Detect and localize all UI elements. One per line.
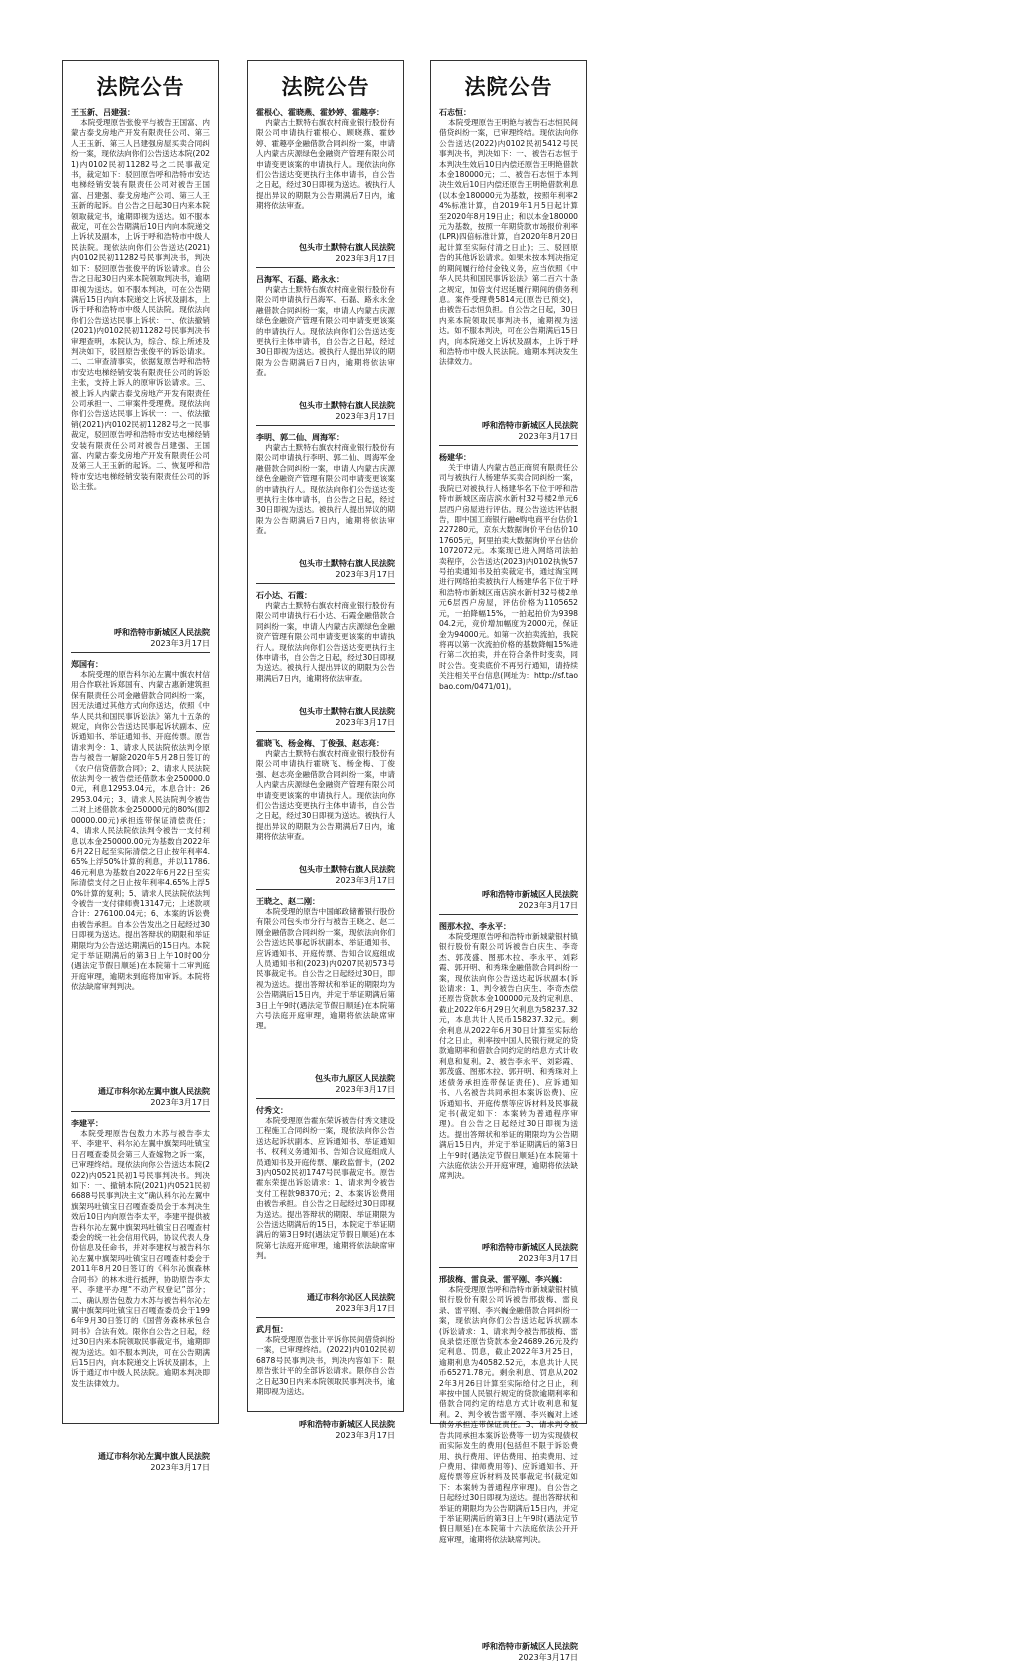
- court-notice: [71, 1118, 210, 1476]
- court-notice: [71, 107, 210, 653]
- notice-date: 2023年3月17日: [256, 1304, 395, 1319]
- court-notice: [256, 896, 395, 1099]
- notice-date: 2023年3月17日: [256, 1431, 395, 1445]
- notice-addressee: 霍根心、霍晓燕、霍妙婷、霍趣亭：: [256, 107, 395, 118]
- notice-body: 本院受理原告霍东荣诉被告付秀文建设工程施工合同纠纷一案，现依法向你公告送达起诉状副本、应诉通知书、举证通知书、权利义务通知书、告知合议庭组成人员通知书及开庭传票、廉政监督卡，(2023)内0502民初1747号民事裁定书。原告霍东荣提出诉讼请求：1、请求判令被告支付工程款98370元；2、本案诉讼费用由被告承担。自公告之日起经过30日即视为送达。提出答辩状的期限、举证期限为公告送达期满后的15日，本院定于举证期满后的第3日9时(遇法定节假日顺延)在本院第七法庭开庭审理，逾期将依法缺席审判。: [256, 1116, 395, 1292]
- notice-court: 包头市土默特右旗人民法院: [256, 707, 395, 718]
- court-notice: [256, 107, 395, 268]
- court-notice: [256, 432, 395, 584]
- notice-addressee: 霍晓飞、杨金梅、丁俊强、赵志亮：: [256, 738, 395, 749]
- notice-column-2: [247, 60, 404, 1412]
- court-notice: [256, 274, 395, 426]
- notice-court: 呼和浩特市新城区人民法院: [71, 628, 210, 639]
- court-notice: [256, 590, 395, 732]
- court-notice: [439, 1274, 578, 1666]
- notice-body: 本院受理原告张计平诉你民间借贷纠纷一案，已审理终结。(2022)内0102民初6878号民事判决书，判决内容如下：限原告张计平的全部诉讼请求。限你自公告之日起30日内来本院领取民事判决书，逾期即视为送达。: [256, 1335, 395, 1419]
- court-notice: [256, 1324, 395, 1444]
- notice-court: 呼和浩特市新城区人民法院: [439, 890, 578, 901]
- notice-column-3: [430, 60, 587, 1424]
- column-title: 法院公告: [71, 65, 210, 107]
- notice-addressee: 王晓之、赵二刚：: [256, 896, 395, 907]
- notice-court: 呼和浩特市新城区人民法院: [439, 1642, 578, 1653]
- notice-body: 本院受理原告张俊平与被告王国富、内蒙古泰戈房地产开发有限责任公司、第三人王玉新、第三人吕建强房屋买卖合同纠纷一案，现依法向你们公告送达本院(2021)内0102民初11282号之二民事裁定书，裁定如下：驳回原告呼和浩特市安达电梯经销安装有限责任公司对被告王国富、吕建强、泰戈房地产公司、第三人王玉新的起诉。自公告之日起30日内来本院领取裁定书，逾期即视为送达。如不服本裁定，可在公告期满后10日内向本院递交上诉状及副本，上诉于呼和浩特市中级人民法院。现依法向你们公告送达(2021)内0102民初11282号民事判决书，判决如下：驳回原告张俊平的诉讼请求。自公告之日起30日内来本院领取判决书，逾期即视为送达。如不服本判决，可在公告期满后15日内向本院递交上诉状及副本，上诉于呼和浩特市中级人民法院。现依法向你们公告送达民事上诉状：一、依法撤销(2021)内0102民初11282号民事判决书审理查明，本院认为，综合、综上所述及判决如下，驳回原告张俊平的诉讼请求。二、二审查清事实，依据复原告呼和浩特市安达电梯经销安装有限责任公司的诉讼主张，支持上诉人的原审诉讼请求。三、被上诉人内蒙古泰戈房地产开发有限责任公司承担一、二审案件受理费。现依法向你们公告送达民事上诉状一：一、依法撤销(2021)内0102民初11282号之一民事裁定，驳回原告呼和浩特市安达电梯经销安装有限责任公司对被告吕建强、王国富、内蒙古泰戈房地产开发有限责任公司及第三人王玉新的起诉。二、恢复呼和浩特市安达电梯经销安装有限责任公司的诉讼主张。: [71, 118, 210, 627]
- notice-addressee: 郑国有：: [71, 659, 210, 670]
- notice-addressee: 石小达、石霞：: [256, 590, 395, 601]
- notice-addressee: 吕海军、石磊、路永永：: [256, 274, 395, 285]
- notice-court: 通辽市科尔沁左翼中旗人民法院: [71, 1452, 210, 1463]
- notice-column-1: [62, 60, 219, 1424]
- notice-date: 2023年3月17日: [256, 570, 395, 585]
- notice-date: 2023年3月17日: [256, 876, 395, 891]
- notice-date: 2023年3月17日: [439, 1254, 578, 1269]
- notice-court: 包头市土默特右旗人民法院: [256, 243, 395, 254]
- notice-body: 本院受理原告呼和浩特市新城蒙银村镇银行股份有限公司诉被告白庆生、李奇杰、郭茂盛、图那木拉、李永平、刘彩霞、郭开明、和秀珠金融借款合同纠纷一案，现依法向你公告送达起诉状副本(诉讼请求：1、判令被告白庆生、李奇杰偿还原告贷款本金100000元及约定利息、截止2022年6月29日欠利息为58237.32元，本息共计人民币158237.32元。剩余利息从2022年6月30日计算至实际给付之日止，利率按中国人民银行规定的贷款逾期率和借款合同约定的结息方式计收利息和复利。2、被告李永平、刘彩霞、郭茂盛、图那木拉、郭开明、和秀珠对上述债务承担连带保证责任)、应诉通知书、八名被告共同承担本案诉讼费)、应诉通知书、开庭传票等应诉材料及民事裁定书(裁定如下：本案转为普通程序审理)。自公告之日起经过30日即视为送达。提出答辩状和举证的期限均为公告期满后15日内，并定于举证期满后的第3日上午9时(遇法定节假日顺延)在本院第十六法庭依法公开开庭审理，逾期将依法缺席判决。: [439, 932, 578, 1242]
- court-notice: [439, 107, 578, 446]
- notice-addressee: 李明、郭二仙、周海军：: [256, 432, 395, 443]
- notice-court: 包头市土默特右旗人民法院: [256, 865, 395, 876]
- notice-court: 包头市九原区人民法院: [256, 1074, 395, 1085]
- notice-body: 内蒙古土默特右旗农村商业银行股份有限公司申请执行李明、郭二仙、周海军金融借款合同纠纷一案，申请人内蒙古庆源绿色金融资产管理有限公司申请变更该案的申请执行人。现依法向你们公告送达变更执行主体申请书，自公告之日起，经过30日即视为送达。被执行人提出异议的期限为公告期满后7日内，逾期将依法审查。: [256, 443, 395, 558]
- notice-addressee: 王玉新、吕建强：: [71, 107, 210, 118]
- notice-body: 内蒙古土默特右旗农村商业银行股份有限公司申请执行吕海军、石磊、路永永金融借款合同纠纷一案，申请人内蒙古庆源绿色金融资产管理有限公司申请变更该案的申请执行人。现依法向你们公告送达变更执行主体申请书，自公告之日起，经过30日即视为送达。被执行人提出异议的期限为公告期满后7日内，逾期将依法审查。: [256, 285, 395, 400]
- notice-body: 内蒙古土默特右旗农村商业银行股份有限公司申请执行石小达、石霞金融借款合同纠纷一案，申请人内蒙古庆源绿色金融资产管理有限公司申请变更该案的申请执行人。现依法向你们公告送达变更执行主体申请书，自公告之日起，经过30日即视为送达。被执行人提出异议的期限为公告期满后7日内，逾期将依法审查。: [256, 601, 395, 706]
- notice-body: 本院受理的原告科尔沁左翼中旗农村信用合作联社诉郑国有、内蒙古惠新建筑担保有限责任公司金融借款合同纠纷一案，因无法通过其他方式向你送达，依照《中华人民共和国民事诉讼法》第九十五条的规定，向你公告送达民事起诉状副本、应诉通知书、举证通知书、开庭传票。原告请求判令：1、请求人民法院依法判令原告与被告一解除2020年5月28日签订的《农户信贷借款合同》；2、请求人民法院依法判令一被告偿还借款本金250000.00元，利息12953.04元，本息合计：262953.04元；3、请求人民法院判令被告二对上述借款本金250000元的80%(即200000.00元)承担连带保证清偿责任；4、请求人民法院依法判令被告一支付利息以本金250000.00元为基数自2022年6月22日起至实际清偿之日止按年利率4.65%上浮50%计算的利息，并以11786.46元利息为基数自2022年6月22日至实际清偿支付之日止按年利率4.65%上浮50%计算的复利；5、请求人民法院依法判令被告一支付律师费13147元；上述款项合计：276100.04元；6、本案的诉讼费由被告承担。自本公告发出之日起经过30日即视为送达。提出答辩状的期限和举证期限均为公告送达期满后的15日内。本院定于举证期满后的第3日上午10时00分(遇法定节假日顺延)在本院第十二审判庭开庭审理，逾期未到庭将加审诉。本院将依法缺席审判判决。: [71, 670, 210, 1086]
- notice-addressee: 邢拔梅、雷良录、雷平刚、李兴巍：: [439, 1274, 578, 1285]
- notice-date: 2023年3月17日: [439, 1653, 578, 1666]
- notice-addressee: 付秀文：: [256, 1105, 395, 1116]
- court-notice: [71, 659, 210, 1112]
- notice-court: 包头市土默特右旗人民法院: [256, 401, 395, 412]
- court-notice: [256, 1105, 395, 1318]
- notice-body: 本院受理原告王明艳与被告石志恒民间借贷纠纷一案，已审理终结。现依法向你公告送达(2022)内0102民初5412号民事判决书，判决如下：一、被告石志恒于本判决生效后10日内偿还原告王明艳借款本金180000元；二、被告石志恒于本判决生效后10日内偿还原告王明艳借款利息(以本金180000元为基数，按照年利率24%标准计算，自2019年1月5日起计算至2020年8月19日止；和以本金180000元为基数，按照一年期贷款市场报价利率(LPR)四倍标准计算，自2020年8月20日起计算至实际付清之日止)；三、驳回原告的其他诉讼请求。如果未按本判决指定的期间履行给付金钱义务，应当依照《中华人民共和国民事诉讼法》第二百六十条之规定，加倍支付迟延履行期间的债务利息。案件受理费5814元(原告已预交)，由被告石志恒负担。自公告之日起，30日内来本院领取民事判决书，逾期视为送达。如不服本判决，可在公告期满后15日内，向本院递交上诉状及副本，上诉于呼和浩特市中级人民法院。逾期本判决发生法律效力。: [439, 118, 578, 420]
- column-title: 法院公告: [256, 65, 395, 107]
- notice-date: 2023年3月17日: [71, 1098, 210, 1113]
- notice-addressee: 图那木拉、李永平：: [439, 921, 578, 932]
- notice-body: 内蒙古土默特右旗农村商业银行股份有限公司申请执行霍根心、顾晓燕、霍妙婷、霍趣亭金融借款合同纠纷一案，申请人内蒙古庆源绿色金融资产管理有限公司申请变更该案的申请执行人。现依法向你们公告送达变更执行主体申请书，自公告之日起，经过30日即视为送达。被执行人提出异议的期限为公告期满后7日内，逾期将依法审查。: [256, 118, 395, 242]
- notice-date: 2023年3月17日: [256, 412, 395, 427]
- notice-court: 通辽市科尔沁左翼中旗人民法院: [71, 1087, 210, 1098]
- notice-date: 2023年3月17日: [439, 432, 578, 447]
- notice-addressee: 武月恒：: [256, 1324, 395, 1335]
- court-notice: [439, 452, 578, 915]
- notice-body: 内蒙古土默特右旗农村商业银行股份有限公司申请执行霍晓飞、杨金梅、丁俊强、赵志亮金融借款合同纠纷一案，申请人内蒙古庆源绿色金融资产管理有限公司申请变更该案的申请执行人。现依法向你们公告送达变更执行主体申请书，自公告之日起，经过30日即视为送达。被执行人提出异议的期限为公告期满后7日内，逾期将依法审查。: [256, 749, 395, 864]
- notice-date: 2023年3月17日: [71, 1463, 210, 1477]
- notice-date: 2023年3月17日: [71, 639, 210, 654]
- notice-date: 2023年3月17日: [256, 254, 395, 269]
- notice-body: 本院受理的原告中国邮政储蓄银行股份有限公司包头市分行与被告王晓之、赵二刚金融借款合同纠纷一案，现依法向你们公告送达民事起诉状副本、举证通知书、应诉通知书、开庭传票、告知合议庭组成人员通知书和(2023)内0207民初573号民事裁定书。自公告之日起经过30日，即视为送达。提出答辩状和举证的期限均为公告期满后15日内，并定于举证期满后第3日上午9时(遇法定节假日顺延)在本院第六号法庭开庭审理，逾期将依法缺席审理。: [256, 907, 395, 1073]
- notice-court: 包头市土默特右旗人民法院: [256, 559, 395, 570]
- notice-body: 关于申请人内蒙古邑正商贸有限责任公司与被执行人杨建华买卖合同纠纷一案，我院已对被执行人杨建华名下位于呼和浩特市新城区南店滨水新村32号楼2单元6层西户房屋进行评估。现公告送达评估报告，即中国工商银行融e购电商平台估价1227280元，京东大数据询价平台估价1017605元，阿里拍卖大数据询价平台估价1072072元。本案现已进入网络司法拍卖程序，公告送达(2023)内0102执恢57号拍卖通知书及拍卖裁定书，通过淘宝网进行网络拍卖被执行人杨建华名下位于呼和浩特市新城区南店滨水新村32号楼2单元6层西户房屋，评估价格为1105652元，一拍降幅15%，一拍起拍价为939804.2元，竞价增加幅度为2000元，保证金为94000元。如第一次拍卖流拍，我院将再以第一次流拍价格的基数降幅15%进行第二次拍卖，并在符合条件时变卖，同时公告。变卖底价不再另行通知，请持续关注相关平台信息(网址为：http://sf.taobao.com/0471/01)。: [439, 463, 578, 889]
- notice-addressee: 杨建华：: [439, 452, 578, 463]
- notice-court: 呼和浩特市新城区人民法院: [439, 1243, 578, 1254]
- notice-court: 呼和浩特市新城区人民法院: [439, 421, 578, 432]
- column-title: 法院公告: [439, 65, 578, 107]
- court-notice: [439, 921, 578, 1268]
- notice-date: 2023年3月17日: [439, 901, 578, 916]
- notice-body: 本院受理原告呼和浩特市新城蒙银村镇银行股份有限公司诉被告邢拔梅、雷良录、雷平刚、李兴巍金融借款合同纠纷一案，现依法向你们公告送达起诉状副本(诉讼请求：1、请求判令被告邢拔梅、雷良录偿还原告贷款本金24689.26元及约定利息、罚息，截止2022年3月25日，逾期利息为40582.52元，本息共计人民币65271.78元。剩余利息、罚息从2022年3月26日计算至实际给付之日止，利率按中国人民银行规定的贷款逾期利率和借款合同约定的结息方式计收利息和复利。2、判令被告雷平刚、李兴巍对上述债务承担连带保证责任。3、请求判令被告共同承担本案诉讼费等一切为实现债权而实际发生的费用(包括但不限于诉讼费用、执行费用、评估费用、拍卖费用、过户费用、律师费用等)、应诉通知书、开庭传票等应诉材料及民事裁定书(裁定如下：本案转为普通程序审理)。自公告之日起经过30日即视为送达。提出答辩状和举证的期限均为公告期满后15日内，并定于举证期满后的第3日上午9时(遇法定节假日顺延)在本院第十六法庭依法公开开庭审理，逾期将依法缺席判决。: [439, 1285, 578, 1641]
- notice-body: 本院受理原告包敖力木苏与被告李太平、李建平、科尔沁左翼中旗架玛吐镇宝日召嘎查委员会第三人查嫁物之诉一案，已审理终结。现依法向你公告送达本院(2022)内0521民初1号民事判决书。判决如下：一、撤销本院(2021)内0521民初6688号民事判决主文“确认科尔沁左翼中旗架玛吐镇宝日召嘎查委员会于本判决生效后10日内向原告李太平，李建平提供被告科尔沁左翼中旗架玛吐镇宝日召嘎查村委会的统一社会信用代码，协议代表人身份信息及任命书，并对李建权与被告科尔沁左翼中旗架玛吐镇宝日召嘎查村委会于2011年8月20日签订的《科尔沁旗森林合同书》的林木进行抵押，协助原告李太平、李建平办理“不动产权登记”部分；二、确认原告包敖力木苏与被告科尔沁左翼中旗架玛吐镇宝日召嘎查委员会于1996年9月30日签订的《国营务森林承包合同书》合法有效。限你自公告之日起，经过30日内来本院领取民事裁定书，逾期即视为送达。如不服本判决，可在公告期满后15日内，向本院递交上诉状及副本，上诉于通辽市中级人民法院。逾期本判决即发生法律效力。: [71, 1129, 210, 1451]
- notice-addressee: 石志恒：: [439, 107, 578, 118]
- notice-date: 2023年3月17日: [256, 1085, 395, 1100]
- notice-addressee: 李建平：: [71, 1118, 210, 1129]
- notice-court: 通辽市科尔沁区人民法院: [256, 1293, 395, 1304]
- notice-date: 2023年3月17日: [256, 718, 395, 733]
- court-notice: [256, 738, 395, 890]
- notice-court: 呼和浩特市新城区人民法院: [256, 1420, 395, 1431]
